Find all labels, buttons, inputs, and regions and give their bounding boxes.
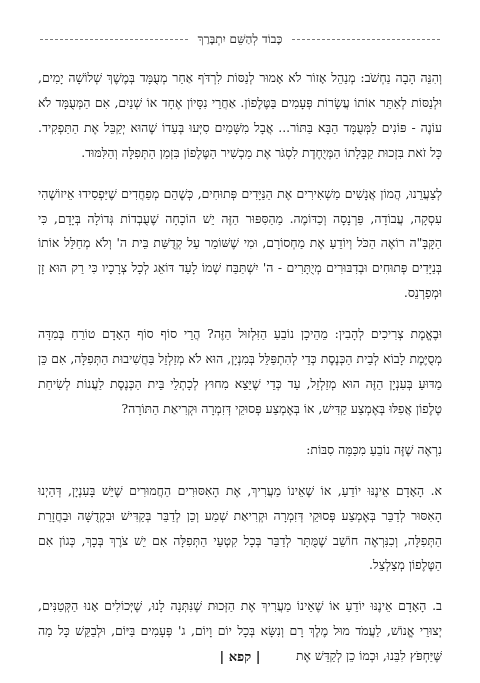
header-title: כָּבוֹד לְהַשֵּׁם יִתְבָּרַךְ: [197, 31, 283, 46]
body-text: [38, 66, 442, 669]
header-rule-right: [292, 39, 440, 40]
paragraph-2: לְצַעֲרֵנוּ, הֲמוֹן אֲנָשִׁים מַשְׁאִירִים אֶת הַנַּיָּדִים פְּתוּחִים, כְּשֶׁהֵם מְפַחֲדִים שֶׁיַּפְסִידוּ אֵיזוֹשֶׁהִי עִסְקָה, עֲבוֹדָה, פַּרְנָסָה וְכַדּוֹמֶה. מַהַסִּפּוּר הַזֶּה יֵשׁ הוֹכָחָה שֶׁעֻבְדוֹת גְּדוֹלָה בְּיָדָם, כִּי הַקָּבָּ"ה רוֹאֶה הַכֹּל וְיוֹדֵעַ אֶת מַחְסוֹרָם, וּמִי שֶׁשּׁוֹמֵר עַל קְדֻשַּׁת בֵּית ה' וְלֹא מְחַלֵּל אוֹתוֹ בְּנַיָּדִים פְּתוּחִים וּבְדִבּוּרִים מְיֻתָּרִים - ה' יִשְׁתַּבַּח שְׁמוֹ לָעַד דּוֹאֵג לְכָל צְרָכָיו כִּי רַק הוּא זָן וּמְפַרְנֵס.: [38, 185, 442, 301]
paragraph-4: נִרְאֶה שֶׁזֶּה נוֹבֵעַ מִכַּמָּה סִבּוֹת:: [306, 441, 442, 457]
paragraph-3: וּבֶאֱמֶת צְרִיכִים לְהָבִין: מֵהֵיכָן נוֹבֵעַ הַזִּלְזוּל הַזֶּה? הֲרֵי סוֹף סוֹף הָאָדָם טוֹרֵחַ בְּמִדָּה מְסֻיֶּמֶת לָבוֹא לְבֵית הַכְּנֶסֶת כְּדֵי לְהִתְפַּלֵּל בְּמִנְיָן, הוּא לֹא מְזַלְזֵל בַּחֲשִׁיבוּת הַתְּפִלָּה, אִם כֵּן מַדּוּעַ בְּעִנְיָן הַזֶּה הוּא מְזַלְזֵל, עַד כְּדֵי שֶׁיֵּצֵא מִחוּץ לְכָתְלֵי בֵּית הַכְּנֶסֶת לַעֲנוֹת לְשִׂיחַת טֶלֶפוֹן אֲפִלּוּ בְּאֶמְצַע קַדִּישׁ, אוֹ בְּאֶמְצַע פְּסוּקֵי דְּזִמְרָה וּקְרִיאַת הַתּוֹרָה?: [38, 326, 442, 416]
running-header: [40, 28, 440, 50]
paragraph-1: וְהִנֵּה הָבָה נַחְשֹׁב: מְנַהֵל אָזוֹר לֹא אָמוּר לְנַסּוֹת לִרְדֹּף אַחַר מְעֻמָּד בְּמֶשֶׁךְ שְׁלוֹשָׁה יָמִים, וּלְנַסּוֹת לְאַתֵּר אוֹתוֹ עֲשָׂרוֹת פְּעָמִים בַּטֶּלֶפוֹן. אַחֲרֵי נִסָּיוֹן אֶחָד אוֹ שְׁנַיִם, אִם הַמְּעֻמָּד לֹא עוֹנֶה - פּוֹנִים לַמְּעֻמָּד הַבָּא בַּתּוֹר... אֲבָל מִשָּׁמַיִם סִיְּעוּ בְּעַדוֹ שֶׁהוּא יְקַבֵּל אֶת הַתַּפְקִיד. כָּל זֹאת בִּזְכוּת קַבָּלָתוֹ הַמְּיֻחֶדֶת לִסְגֹּר אֶת מַכְשִׁיר הַטֶּלֶפוֹן בִּזְמַן הַתְּפִלָּה וְהַלִּמּוּד.: [38, 70, 442, 160]
page-number: | קפא |: [219, 650, 261, 665]
paragraph-5: א. הָאָדָם אֵינֶנּוּ יוֹדֵעַ, אוֹ שֶׁאֵינוֹ מַעֲרִיךְ, אֶת הָאִסּוּרִים הַחֲמוּרִים שֶׁיֵּשׁ בָּעִנְיָן, דְּהַיְנוּ הָאִסּוּר לְדַבֵּר בְּאֶמְצַע פְּסוּקֵי דְּזִמְרָה וּקְרִיאַת שְׁמַע וְכֵן לְדַבֵּר בְּקַדִּישׁ וּבִקְדֻשָּׁה וּבַחֲזָרַת הַתְּפִלָּה, וְכִנִּרְאֶה חוֹשֵׁב שֶׁמֻּתָּר לְדַבֵּר בְּכָל קִטְעֵי הַתְּפִלָּה אִם יֵשׁ צֹרֶךְ בְּכָךְ, כְּגוֹן אִם הַטֶּלֶפוֹן מְצַלְצֵל.: [38, 482, 442, 573]
header-rule-left: [40, 39, 188, 40]
paragraph-6: ב. הָאָדָם אֵינֶנּוּ יוֹדֵעַ אוֹ שֶׁאֵינוֹ מַעֲרִיךְ אֶת הַזְּכוּת שֶׁנִּתְּנָה לָנוּ, שֶׁיְּכוֹלִים אָנוּ הַקְּטַנִּים, יְצוּרֵי אֱנוֹשׁ, לַעֲמֹד מוּל מֶלֶךְ רָם וְנִשָּׂא בְּכָל יוֹם וָיוֹם, ג' פְּעָמִים בַּיּוֹם, וּלְבַקֵּשׁ כָּל מַה שֶּׁיַּחְפֹּץ לִבֵּנוּ, וּכְמוֹ כֵן לְקַדֵּשׁ אֶת: [38, 598, 442, 664]
